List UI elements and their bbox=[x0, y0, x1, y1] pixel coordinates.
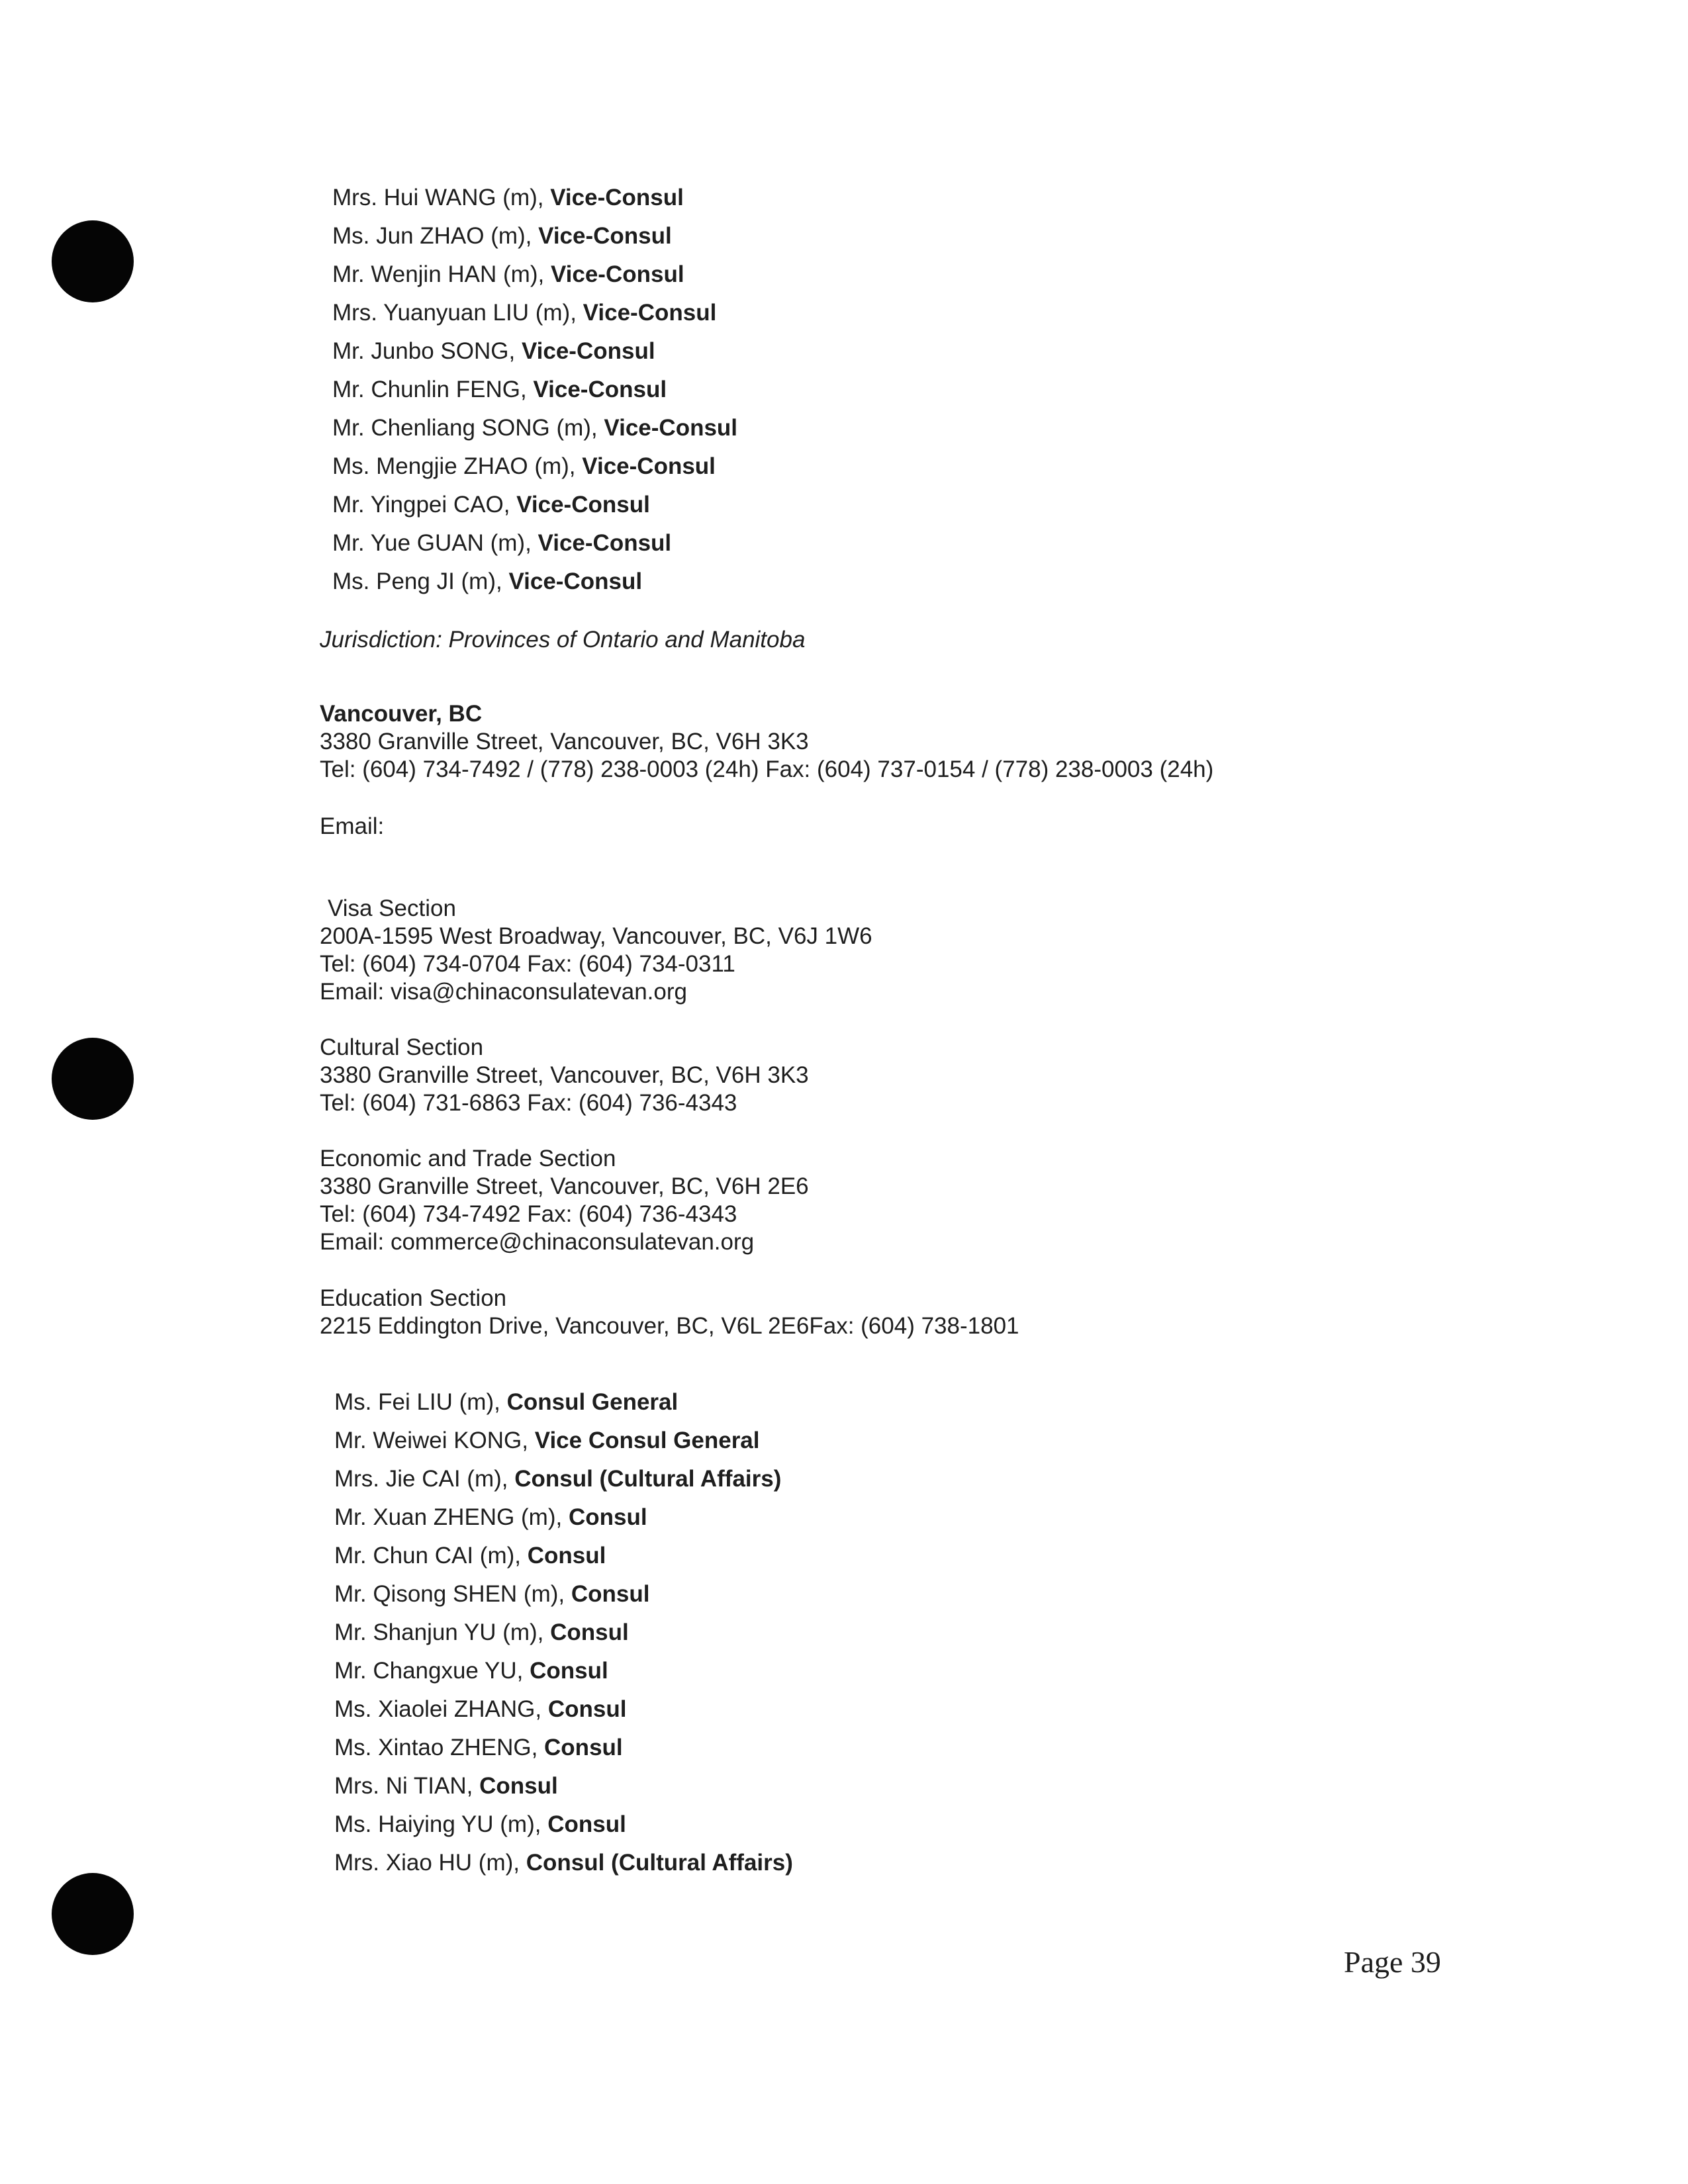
section-email: Email: visa@chinaconsulatevan.org bbox=[320, 979, 687, 1005]
section-address: 3380 Granville Street, Vancouver, BC, V6H 2E6 bbox=[320, 1173, 809, 1199]
staff-title: Vice-Consul bbox=[516, 492, 650, 518]
staff-entry bbox=[334, 1614, 793, 1652]
staff-title: Vice-Consul bbox=[538, 530, 672, 556]
consulate-contact: Tel: (604) 734-7492 / (778) 238-0003 (24h) Fax: (604) 737-0154 / (778) 238-0003 (24h) bbox=[320, 756, 1214, 782]
staff-title: Consul bbox=[550, 1619, 629, 1645]
staff-name: Ms. Fei LIU (m), bbox=[334, 1389, 507, 1415]
staff-entry bbox=[334, 1805, 793, 1844]
staff-name: Mr. Wenjin HAN (m), bbox=[332, 261, 551, 287]
staff-title: Consul General bbox=[506, 1389, 679, 1415]
staff-title: Consul (Cultural Affairs) bbox=[514, 1466, 782, 1492]
staff-name: Ms. Mengjie ZHAO (m), bbox=[332, 453, 583, 479]
staff-entry bbox=[332, 255, 737, 294]
staff-title: Vice-Consul bbox=[583, 300, 717, 326]
staff-name: Mrs. Yuanyuan LIU (m), bbox=[332, 300, 583, 326]
staff-title: Vice-Consul bbox=[604, 415, 738, 441]
staff-name: Mr. Xuan ZHENG (m), bbox=[334, 1504, 569, 1530]
page-number: Page 39 bbox=[1344, 1945, 1441, 1979]
staff-entry bbox=[334, 1729, 793, 1767]
staff-name: Mr. Chenliang SONG (m), bbox=[332, 415, 604, 441]
binder-hole bbox=[52, 1873, 134, 1955]
staff-entry bbox=[332, 371, 737, 409]
section-contact: Tel: (604) 734-0704 Fax: (604) 734-0311 bbox=[320, 951, 735, 977]
binder-hole bbox=[52, 1038, 134, 1120]
staff-name: Ms. Jun ZHAO (m), bbox=[332, 223, 539, 249]
staff-entry bbox=[334, 1767, 793, 1805]
staff-name: Ms. Xiaolei ZHANG, bbox=[334, 1696, 548, 1722]
education-section-block bbox=[320, 1285, 1019, 1340]
staff-title: Consul bbox=[547, 1696, 627, 1722]
staff-name: Mrs. Ni TIAN, bbox=[334, 1773, 480, 1799]
staff-title: Consul bbox=[530, 1658, 608, 1684]
staff-name: Mr. Yue GUAN (m), bbox=[332, 530, 538, 556]
economic-section-block bbox=[320, 1145, 809, 1256]
staff-name: Mr. Chunlin FENG, bbox=[332, 377, 534, 402]
staff-name: Mr. Junbo SONG, bbox=[332, 338, 522, 364]
staff-name: Mr. Changxue YU, bbox=[334, 1658, 530, 1684]
staff-entry bbox=[332, 524, 737, 563]
staff-name: Ms. Peng JI (m), bbox=[332, 569, 509, 594]
staff-title: Vice Consul General bbox=[534, 1428, 760, 1453]
staff-name: Mr. Qisong SHEN (m), bbox=[334, 1581, 571, 1607]
staff-entry bbox=[334, 1537, 793, 1575]
section-title: Visa Section bbox=[328, 895, 456, 921]
staff-entry bbox=[334, 1652, 793, 1690]
consulate-email-label: Email: bbox=[320, 813, 385, 839]
staff-entry bbox=[332, 409, 737, 447]
staff-title: Consul bbox=[571, 1581, 650, 1607]
staff-entry bbox=[334, 1422, 793, 1460]
section-title: Economic and Trade Section bbox=[320, 1146, 616, 1171]
staff-name: Mr. Weiwei KONG, bbox=[334, 1428, 535, 1453]
staff-entry bbox=[332, 563, 737, 601]
staff-entry bbox=[334, 1690, 793, 1729]
cultural-section-block bbox=[320, 1034, 809, 1117]
staff-name: Mrs. Jie CAI (m), bbox=[334, 1466, 515, 1492]
consulate-heading: Vancouver, BC bbox=[320, 701, 483, 727]
staff-entry bbox=[334, 1844, 793, 1882]
staff-title: Consul bbox=[544, 1735, 623, 1760]
staff-entry bbox=[334, 1460, 793, 1498]
staff-name: Ms. Xintao ZHENG, bbox=[334, 1735, 545, 1760]
section-contact: Tel: (604) 731-6863 Fax: (604) 736-4343 bbox=[320, 1090, 737, 1116]
staff-name: Mr. Chun CAI (m), bbox=[334, 1543, 528, 1569]
vancouver-consulate-block bbox=[320, 700, 1213, 784]
section-contact: Tel: (604) 734-7492 Fax: (604) 736-4343 bbox=[320, 1201, 737, 1227]
staff-title: Vice-Consul bbox=[550, 261, 684, 287]
staff-entry bbox=[332, 447, 737, 486]
section-address: 2215 Eddington Drive, Vancouver, BC, V6L 2E6Fax: (604) 738-1801 bbox=[320, 1313, 1019, 1339]
staff-entry bbox=[332, 294, 737, 332]
staff-name: Mr. Shanjun YU (m), bbox=[334, 1619, 551, 1645]
staff-title: Vice-Consul bbox=[533, 377, 667, 402]
section-address: 200A-1595 West Broadway, Vancouver, BC, V6J 1W6 bbox=[320, 923, 872, 949]
staff-entry bbox=[332, 486, 737, 524]
staff-entry bbox=[334, 1383, 793, 1422]
section-title: Education Section bbox=[320, 1285, 507, 1311]
staff-name: Mrs. Xiao HU (m), bbox=[334, 1850, 526, 1876]
staff-title: Vice-Consul bbox=[521, 338, 655, 364]
staff-entry bbox=[334, 1575, 793, 1614]
staff-title: Consul (Cultural Affairs) bbox=[526, 1850, 793, 1876]
jurisdiction-note: Jurisdiction: Provinces of Ontario and Manitoba bbox=[320, 627, 806, 653]
staff-title: Vice-Consul bbox=[582, 453, 716, 479]
staff-title: Consul bbox=[527, 1543, 606, 1569]
consulate-address: 3380 Granville Street, Vancouver, BC, V6H 3K3 bbox=[320, 729, 809, 754]
staff-title: Consul bbox=[547, 1811, 626, 1837]
staff-entry bbox=[332, 332, 737, 371]
binder-hole bbox=[52, 220, 134, 302]
staff-entry bbox=[332, 217, 737, 255]
staff-title: Vice-Consul bbox=[538, 223, 672, 249]
staff-name: Mrs. Hui WANG (m), bbox=[332, 185, 551, 210]
staff-title: Consul bbox=[568, 1504, 647, 1530]
section-email: Email: commerce@chinaconsulatevan.org bbox=[320, 1229, 755, 1255]
staff-name: Mr. Yingpei CAO, bbox=[332, 492, 517, 518]
staff-entry bbox=[332, 179, 737, 217]
staff-title: Vice-Consul bbox=[550, 185, 684, 210]
staff-name: Ms. Haiying YU (m), bbox=[334, 1811, 548, 1837]
staff-title: Consul bbox=[479, 1773, 558, 1799]
staff-title: Vice-Consul bbox=[508, 569, 643, 594]
staff-list-top bbox=[332, 179, 737, 601]
section-address: 3380 Granville Street, Vancouver, BC, V6H 3K3 bbox=[320, 1062, 809, 1088]
staff-list-bottom bbox=[334, 1383, 793, 1882]
visa-section-block bbox=[320, 895, 872, 1006]
staff-entry bbox=[334, 1498, 793, 1537]
section-title: Cultural Section bbox=[320, 1034, 484, 1060]
